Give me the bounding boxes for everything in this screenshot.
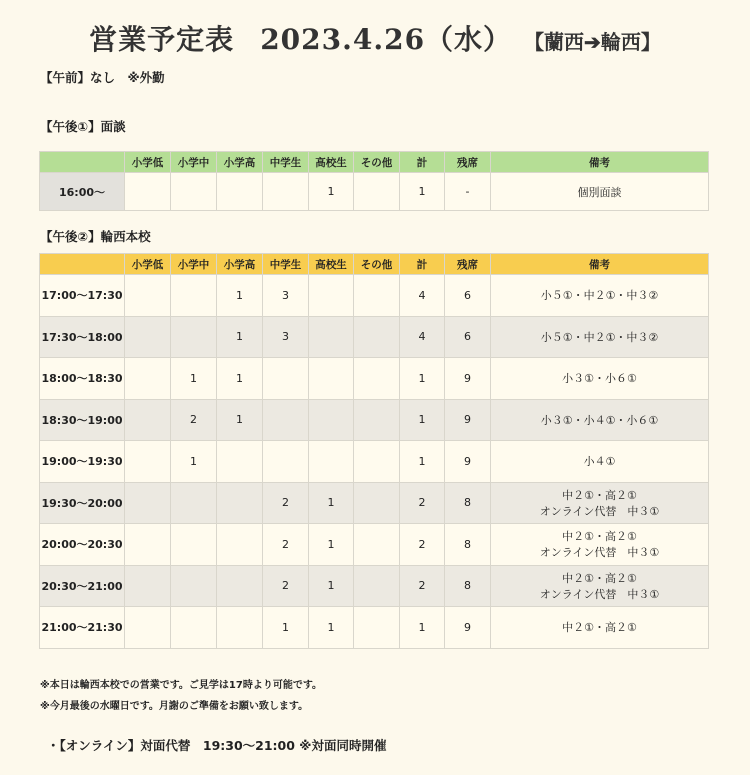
table-cell <box>263 399 309 441</box>
table-row <box>40 358 709 400</box>
table-cell: 1 <box>171 441 217 483</box>
table-cell <box>217 173 263 211</box>
time-slot-cell: 19:30〜20:00 <box>40 482 125 524</box>
table-cell: 個別面談 <box>491 173 709 211</box>
table-header-cell: 残席 <box>445 152 491 173</box>
table-cell: 1 <box>263 607 309 649</box>
table-row <box>40 565 709 607</box>
table-cell <box>125 524 171 566</box>
table-cell <box>309 316 354 358</box>
table-header-cell: 高校生 <box>309 152 354 173</box>
time-slot-cell: 16:00〜 <box>40 173 125 211</box>
table-header-cell: 高校生 <box>309 254 354 275</box>
table-cell: 1 <box>217 316 263 358</box>
table-row <box>40 275 709 317</box>
table-cell <box>354 399 400 441</box>
table-cell <box>309 441 354 483</box>
table-cell <box>354 607 400 649</box>
table-cell <box>263 358 309 400</box>
table-cell: 1 <box>400 358 445 400</box>
table-cell: 9 <box>445 607 491 649</box>
table-cell: 1 <box>309 173 354 211</box>
afternoon1-label: 【午後①】面談 <box>40 119 126 134</box>
table-header-cell <box>40 254 125 275</box>
table-cell: 6 <box>445 275 491 317</box>
table-cell <box>263 173 309 211</box>
table-row <box>40 316 709 358</box>
table-cell <box>309 275 354 317</box>
table-cell <box>125 173 171 211</box>
table-cell: 8 <box>445 524 491 566</box>
table-cell: 1 <box>309 607 354 649</box>
table-row <box>40 524 709 566</box>
table-cell: 2 <box>400 565 445 607</box>
table-cell <box>171 316 217 358</box>
table-cell <box>217 482 263 524</box>
table-header-cell: 小学中 <box>171 254 217 275</box>
time-slot-cell: 21:00〜21:30 <box>40 607 125 649</box>
table-cell: 1 <box>400 441 445 483</box>
afternoon2-label: 【午後②】輪西本校 <box>40 229 151 244</box>
table-cell: 1 <box>309 524 354 566</box>
table-cell: 1 <box>217 358 263 400</box>
table-row <box>40 482 709 524</box>
table-cell: 2 <box>400 482 445 524</box>
table-cell <box>125 399 171 441</box>
table-header-cell: 小学中 <box>171 152 217 173</box>
time-slot-cell: 18:00〜18:30 <box>40 358 125 400</box>
table-cell: 1 <box>400 173 445 211</box>
table-cell <box>309 399 354 441</box>
title-date: 2023.4.26（水） <box>260 23 513 56</box>
note-1: ※本日は輪西本校での営業です。ご見学は17時より可能です。 <box>40 680 323 691</box>
table-cell <box>263 441 309 483</box>
afternoon2-table <box>39 253 709 649</box>
page-title <box>0 18 750 58</box>
table-cell: 9 <box>445 399 491 441</box>
table-cell: 3 <box>263 275 309 317</box>
table-cell <box>125 316 171 358</box>
table-cell: 9 <box>445 441 491 483</box>
table-header-cell: 備考 <box>491 254 709 275</box>
table-cell: 2 <box>263 565 309 607</box>
table-cell: 中２①・高２① <box>491 607 709 649</box>
table-header-cell: 中学生 <box>263 254 309 275</box>
table-cell <box>217 607 263 649</box>
time-slot-cell: 18:30〜19:00 <box>40 399 125 441</box>
table-header-cell <box>40 152 125 173</box>
table-cell: 8 <box>445 482 491 524</box>
table-cell: 8 <box>445 565 491 607</box>
table-cell <box>171 482 217 524</box>
table-cell <box>354 316 400 358</box>
table-cell: 小３①・小４①・小６① <box>491 399 709 441</box>
table-cell: 2 <box>263 524 309 566</box>
table-cell: 1 <box>309 482 354 524</box>
table-cell <box>125 607 171 649</box>
table-cell <box>125 358 171 400</box>
table-cell <box>171 173 217 211</box>
table-cell: 中２①・高２① オンライン代替 中３① <box>491 482 709 524</box>
note-2: ※今月最後の水曜日です。月謝のご準備をお願い致します。 <box>40 701 309 712</box>
table-cell: 小３①・小６① <box>491 358 709 400</box>
table-row <box>40 607 709 649</box>
table-cell: 小５①・中２①・中３② <box>491 316 709 358</box>
table-cell <box>354 482 400 524</box>
table-cell <box>125 275 171 317</box>
time-slot-cell: 19:00〜19:30 <box>40 441 125 483</box>
table-cell: 中２①・高２① オンライン代替 中３① <box>491 524 709 566</box>
table-cell <box>217 524 263 566</box>
table-cell: 1 <box>217 275 263 317</box>
table-cell <box>125 441 171 483</box>
afternoon1-table <box>39 151 709 211</box>
table-cell <box>217 441 263 483</box>
table-cell <box>171 565 217 607</box>
table-header-cell: 小学低 <box>125 254 171 275</box>
table-cell <box>125 565 171 607</box>
table-cell: 小５①・中２①・中３② <box>491 275 709 317</box>
table-cell: 2 <box>400 524 445 566</box>
table-header-cell: その他 <box>354 152 400 173</box>
title-route: 【蘭西➔輪西】 <box>534 30 661 54</box>
table-header-cell: 備考 <box>491 152 709 173</box>
table-cell: 中２①・高２① オンライン代替 中３① <box>491 565 709 607</box>
table-header-cell: 小学低 <box>125 152 171 173</box>
time-slot-cell: 17:00〜17:30 <box>40 275 125 317</box>
morning-schedule: 【午前】なし ※外勤 <box>40 70 165 85</box>
table-cell <box>171 524 217 566</box>
table-cell: 3 <box>263 316 309 358</box>
table-cell <box>354 524 400 566</box>
table-cell <box>354 441 400 483</box>
table-header-cell: 小学高 <box>217 152 263 173</box>
table-cell: 4 <box>400 275 445 317</box>
table-cell: 1 <box>400 607 445 649</box>
table-cell <box>171 275 217 317</box>
table-header-cell: 計 <box>400 254 445 275</box>
table-cell <box>354 173 400 211</box>
table-cell <box>125 482 171 524</box>
table-cell: 1 <box>217 399 263 441</box>
table-cell <box>309 358 354 400</box>
time-slot-cell: 17:30〜18:00 <box>40 316 125 358</box>
table-header-cell: その他 <box>354 254 400 275</box>
table-cell: 小４① <box>491 441 709 483</box>
table-cell: - <box>445 173 491 211</box>
table-cell: 4 <box>400 316 445 358</box>
table-cell: 1 <box>309 565 354 607</box>
table-header-row <box>40 152 709 173</box>
time-slot-cell: 20:00〜20:30 <box>40 524 125 566</box>
table-cell <box>354 358 400 400</box>
table-cell: 2 <box>263 482 309 524</box>
table-cell <box>354 275 400 317</box>
table-row <box>40 441 709 483</box>
table-header-row <box>40 254 709 275</box>
table-cell <box>217 565 263 607</box>
table-cell <box>354 565 400 607</box>
table-header-cell: 中学生 <box>263 152 309 173</box>
title-main: 営業予定表 <box>89 23 235 56</box>
table-cell: 2 <box>171 399 217 441</box>
table-row <box>40 399 709 441</box>
online-info: ・【オンライン】対面代替 19:30〜21:00 ※対面同時開催 <box>47 738 387 753</box>
table-header-cell: 小学高 <box>217 254 263 275</box>
table-cell: 6 <box>445 316 491 358</box>
table-row <box>40 173 709 211</box>
table-cell: 1 <box>400 399 445 441</box>
table-header-cell: 計 <box>400 152 445 173</box>
table-header-cell: 残席 <box>445 254 491 275</box>
table-cell: 1 <box>171 358 217 400</box>
time-slot-cell: 20:30〜21:00 <box>40 565 125 607</box>
table-cell: 9 <box>445 358 491 400</box>
table-cell <box>171 607 217 649</box>
